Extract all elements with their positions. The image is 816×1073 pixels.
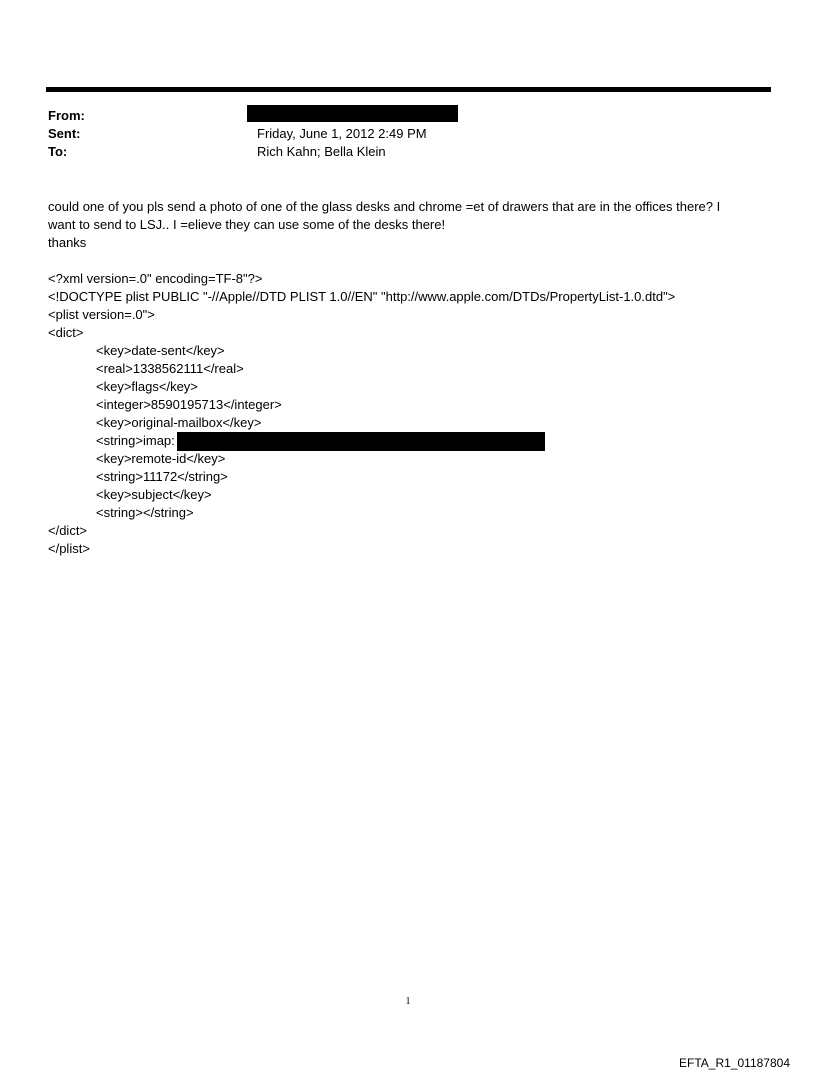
plist-close-tag: </plist> bbox=[48, 541, 90, 556]
key-original-mailbox: <key>original-mailbox</key> bbox=[96, 415, 262, 430]
header-rule bbox=[46, 87, 771, 92]
redacted-from-value bbox=[247, 105, 458, 122]
message-line-3: thanks bbox=[48, 235, 87, 250]
message-line-2: want to send to LSJ.. I =elieve they can use some of the desks there! bbox=[48, 217, 446, 232]
string-remote-id: <string>11172</string> bbox=[96, 469, 228, 484]
redacted-mailbox-value bbox=[177, 432, 545, 451]
dict-close-tag: </dict> bbox=[48, 523, 88, 538]
string-subject: <string></string> bbox=[96, 505, 194, 520]
to-value: Rich Kahn; Bella Klein bbox=[257, 144, 386, 159]
string-original-mailbox: <string>imap: bbox=[96, 433, 175, 448]
key-date-sent: <key>date-sent</key> bbox=[96, 343, 225, 358]
document-id: EFTA_R1_01187804 bbox=[679, 1056, 790, 1070]
dict-open-tag: <dict> bbox=[48, 325, 84, 340]
sent-value: Friday, June 1, 2012 2:49 PM bbox=[257, 126, 427, 141]
to-label: To: bbox=[48, 144, 68, 159]
plist-open-tag: <plist version=.0"> bbox=[48, 307, 155, 322]
from-label: From: bbox=[48, 108, 85, 123]
key-subject: <key>subject</key> bbox=[96, 487, 212, 502]
page-number: 1 bbox=[405, 996, 411, 1007]
integer-flags: <integer>8590195713</integer> bbox=[96, 397, 282, 412]
plist-xml-declaration: <?xml version=.0" encoding=TF-8"?> bbox=[48, 271, 263, 286]
real-date-sent: <real>1338562111</real> bbox=[96, 361, 244, 376]
plist-doctype: <!DOCTYPE plist PUBLIC "-//Apple//DTD PLIST 1.0//EN" "http://www.apple.com/DTDs/PropertyList-1.0.dtd"> bbox=[48, 289, 676, 304]
message-line-1: could one of you pls send a photo of one of the glass desks and chrome =et of drawers that are in the offices there? I bbox=[48, 199, 721, 214]
key-flags: <key>flags</key> bbox=[96, 379, 198, 394]
key-remote-id: <key>remote-id</key> bbox=[96, 451, 226, 466]
sent-label: Sent: bbox=[48, 126, 81, 141]
